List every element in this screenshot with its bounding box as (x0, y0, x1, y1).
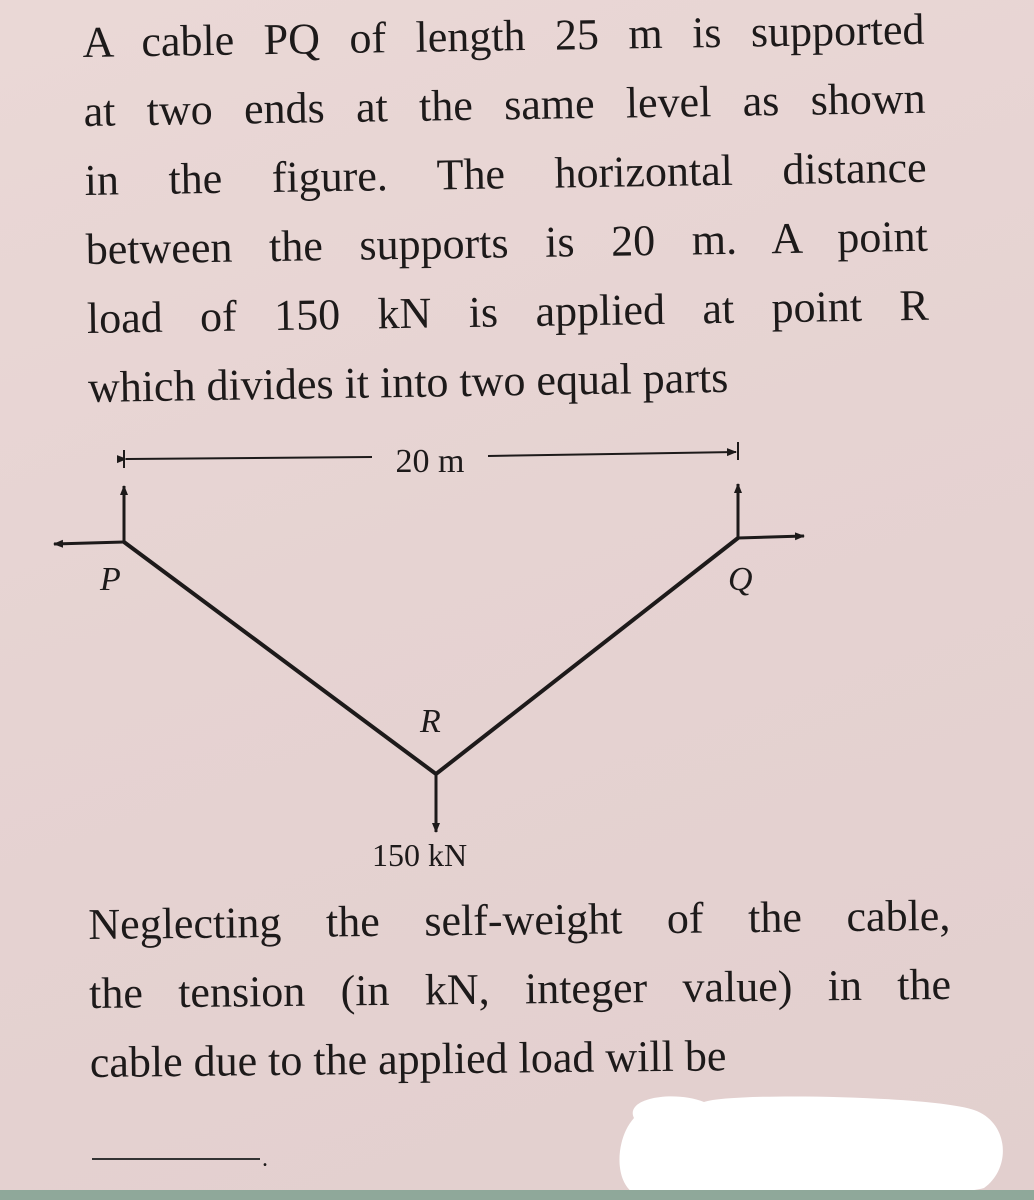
question-line: A cable PQ of length 25 m is supported (82, 4, 925, 67)
span-dimension (124, 442, 738, 480)
redaction-mark (614, 1088, 1014, 1200)
support-q-label: Q (728, 561, 753, 598)
question-line: which divides it into two equal parts (87, 352, 729, 412)
support-q-reactions (738, 484, 804, 538)
question-line: in the figure. The horizontal distance (84, 142, 927, 205)
question-line: the tension (in kN, integer value) in the (88, 959, 952, 1018)
question-line: Neglecting the self-weight of the cable, (88, 890, 951, 949)
answer-period: . (262, 1146, 268, 1172)
point-r-label: R (420, 703, 441, 740)
question-line: at two ends at the same level as shown (83, 73, 926, 136)
question-line: between the supports is 20 m. A point (85, 211, 929, 274)
question-line: cable due to the applied load will be (89, 1031, 727, 1087)
answer-blank (92, 1158, 260, 1160)
cable-figure (0, 420, 1034, 890)
question-line: load of 150 kN is applied at point R (86, 280, 930, 343)
span-label: 20 m (395, 443, 465, 480)
support-p-label: P (100, 561, 121, 598)
support-p-reactions (54, 486, 124, 544)
question-text-top (82, 0, 930, 422)
question-text-bottom (88, 881, 952, 1097)
load-label: 150 kN (372, 837, 468, 873)
bottom-edge-strip (0, 1190, 1034, 1200)
